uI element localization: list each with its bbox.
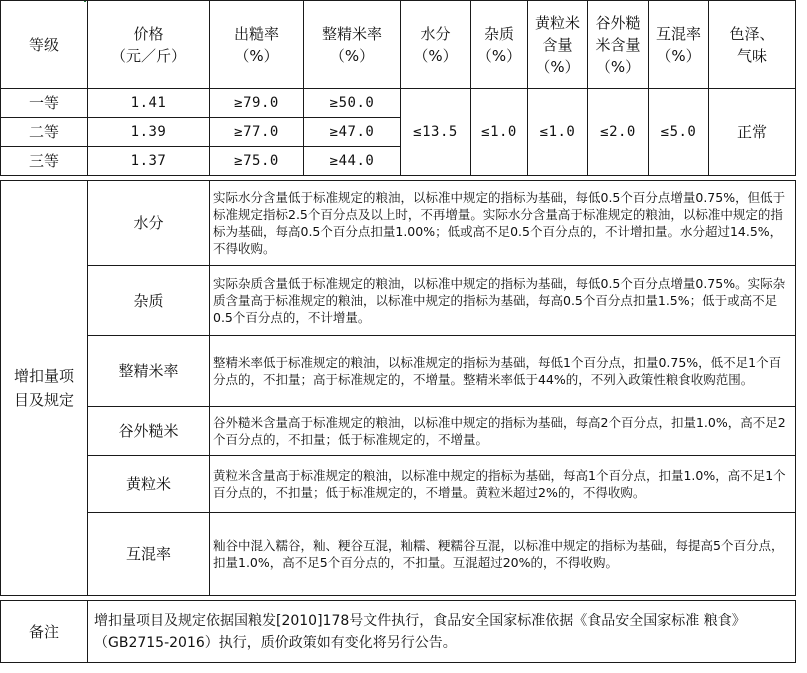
shared-mixed-rate: ≤5.0 [649, 89, 709, 176]
adjust-item-text: 谷外糙米含量高于标准规定的粮油，以标准中规定的指标为基础，每高2个百分点，扣量1.0%，高不足2个百分点的，不扣量；低于标准规定的，不增量。 [210, 407, 796, 456]
adjust-title: 增扣量项 目及规定 [1, 181, 88, 596]
adjust-item-name: 黄粒米 [88, 456, 210, 513]
header-husked-rice: 谷外糙 米含量 （%） [588, 1, 649, 89]
adjust-item-text: 籼谷中混入糯谷，籼、粳谷互混，籼糯、粳糯谷互混，以标准中规定的指标为基础，每提高5个百分点，扣量1.0%，高不足5个百分点的，不扣量。互混超过20%的，不得收购。 [210, 513, 796, 596]
note-label: 备注 [1, 601, 88, 663]
header-color-odor: 色泽、 气味 [709, 1, 796, 89]
header-price: 价格 （元／斤） [88, 1, 210, 89]
grade-name: 三等 [1, 147, 88, 176]
header-husk-rate: 出糙率 （%） [210, 1, 304, 89]
adjust-item-name: 整精米率 [88, 336, 210, 407]
grade-milled-rate: ≥44.0 [304, 147, 401, 176]
header-yellow-rice: 黄粒米 含量 （%） [528, 1, 588, 89]
shared-moisture: ≤13.5 [401, 89, 471, 176]
grade-row [1, 89, 796, 118]
shared-yellow-rice: ≤1.0 [528, 89, 588, 176]
shared-color-odor: 正常 [709, 89, 796, 176]
adjust-row [1, 456, 796, 513]
shared-husked-rice: ≤2.0 [588, 89, 649, 176]
grade-name: 一等 [1, 89, 88, 118]
header-impurity: 杂质 （%） [471, 1, 528, 89]
adjust-item-text: 实际水分含量低于标准规定的粮油，以标准中规定的指标为基础，每低0.5个百分点增量0.75%，但低于标准规定指标2.5个百分点及以上时，不再增量。实际水分含量高于标准规定的粮油，以标准中规定的指标为基础，每高0.5个百分点扣量1.00%；低或高不足0.5个百分点的，不计增扣量。水分超过14.5%，不得收购。 [210, 181, 796, 266]
adjust-item-text: 实际杂质含量低于标准规定的粮油，以标准中规定的指标为基础，每低0.5个百分点增量0.75%。实际杂质含量高于标准规定的粮油，以标准中规定的指标为基础，每高0.5个百分点扣量1.5%；低于或高不足0.5个百分点的，不计增量。 [210, 266, 796, 336]
grade-name: 二等 [1, 118, 88, 147]
grade-husk-rate: ≥79.0 [210, 89, 304, 118]
grade-price: 1.41 [88, 89, 210, 118]
adjust-item-name: 谷外糙米 [88, 407, 210, 456]
grade-price: 1.37 [88, 147, 210, 176]
shared-impurity: ≤1.0 [471, 89, 528, 176]
adjust-item-name: 水分 [88, 181, 210, 266]
grade-price: 1.39 [88, 118, 210, 147]
grade-milled-rate: ≥47.0 [304, 118, 401, 147]
adjust-item-name: 互混率 [88, 513, 210, 596]
note-text: 增扣量项目及规定依据国粮发[2010]178号文件执行，食品安全国家标准依据《食品安全国家标准 粮食》（GB2715-2016）执行，质价政策如有变化将另行公告。 [88, 601, 796, 663]
adjust-item-text: 整精米率低于标准规定的粮油，以标准规定的指标为基础，每低1个百分点，扣量0.75%，低不足1个百分点的，不扣量；高于标准规定的，不增量。整精米率低于44%的，不列入政策性粮食收购范围。 [210, 336, 796, 407]
adjust-row [1, 181, 796, 266]
adjust-row [1, 407, 796, 456]
note-row [1, 601, 796, 663]
grade-husk-rate: ≥75.0 [210, 147, 304, 176]
header-moisture: 水分 （%） [401, 1, 471, 89]
header-grade: 等级 [1, 1, 88, 89]
adjust-item-text: 黄粒米含量高于标准规定的粮油，以标准中规定的指标为基础，每高1个百分点，扣量1.0%，高不足1个百分点的，不扣量；低于标准规定的，不增量。黄粒米超过2%的，不得收购。 [210, 456, 796, 513]
header-milled-rate: 整精米率 （%） [304, 1, 401, 89]
grade-husk-rate: ≥77.0 [210, 118, 304, 147]
adjust-row [1, 513, 796, 596]
grade-milled-rate: ≥50.0 [304, 89, 401, 118]
adjust-row [1, 266, 796, 336]
adjust-item-name: 杂质 [88, 266, 210, 336]
header-mixed-rate: 互混率 （%） [649, 1, 709, 89]
adjust-row [1, 336, 796, 407]
header-row [1, 1, 796, 89]
